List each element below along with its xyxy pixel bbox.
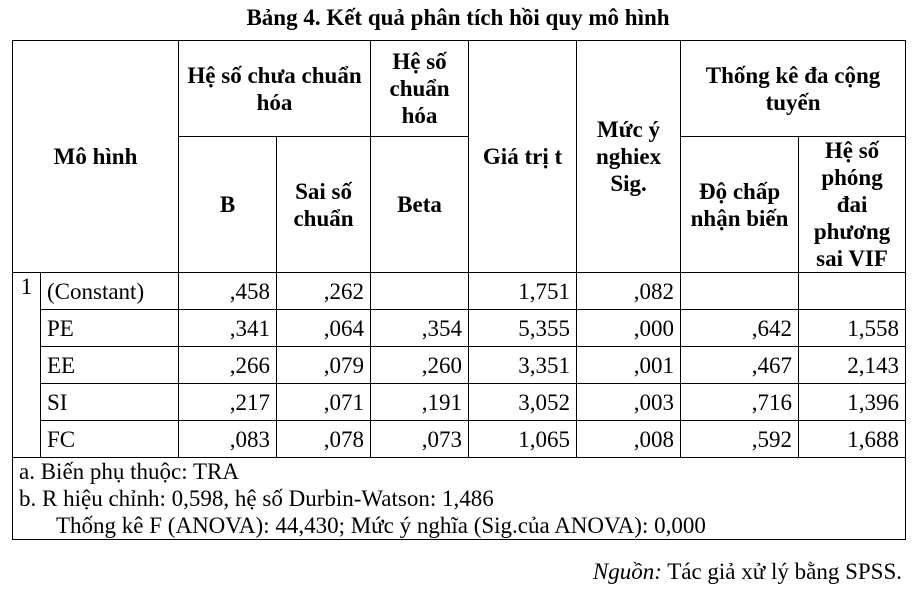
source-label: Nguồn: — [592, 559, 662, 584]
cell-name: SI — [41, 384, 179, 421]
cell-beta: ,260 — [371, 347, 469, 384]
cell-se: ,078 — [277, 421, 371, 458]
header-model: Mô hình — [13, 41, 179, 273]
source-text: Tác giả xử lý bằng SPSS. — [667, 559, 902, 584]
cell-tolerance: ,642 — [681, 310, 799, 347]
table-row — [13, 347, 906, 384]
source-note — [593, 558, 902, 586]
cell-name: FC — [41, 421, 179, 458]
cell-t: 3,351 — [469, 347, 577, 384]
cell-t: 1,065 — [469, 421, 577, 458]
cell-t: 5,355 — [469, 310, 577, 347]
cell-beta: ,354 — [371, 310, 469, 347]
table-row — [13, 273, 906, 310]
cell-se: ,064 — [277, 310, 371, 347]
header-beta: Beta — [371, 137, 469, 273]
cell-tolerance: ,716 — [681, 384, 799, 421]
model-number: 1 — [13, 273, 41, 458]
cell-se: ,262 — [277, 273, 371, 310]
cell-name: (Constant) — [41, 273, 179, 310]
table-title: Bảng 4. Kết quả phân tích hồi quy mô hình — [246, 5, 670, 30]
cell-t: 1,751 — [469, 273, 577, 310]
cell-sig: ,082 — [577, 273, 681, 310]
cell-beta: ,073 — [371, 421, 469, 458]
note-adjusted-r: b. R hiệu chỉnh: 0,598, hệ số Durbin-Watson: 1,486 — [19, 486, 494, 511]
cell-b: ,341 — [179, 310, 277, 347]
cell-vif: 2,143 — [799, 347, 906, 384]
cell-name: PE — [41, 310, 179, 347]
cell-se: ,079 — [277, 347, 371, 384]
cell-sig: ,003 — [577, 384, 681, 421]
cell-tolerance: ,467 — [681, 347, 799, 384]
cell-b: ,083 — [179, 421, 277, 458]
cell-vif: 1,396 — [799, 384, 906, 421]
regression-table — [12, 40, 906, 540]
cell-vif: 1,558 — [799, 310, 906, 347]
cell-b: ,217 — [179, 384, 277, 421]
cell-sig: ,008 — [577, 421, 681, 458]
header-standardized: Hệ số chuẩn hóa — [371, 41, 469, 137]
cell-b: ,458 — [179, 273, 277, 310]
cell-tolerance: ,592 — [681, 421, 799, 458]
table-notes — [13, 458, 906, 540]
cell-beta — [371, 273, 469, 310]
cell-beta: ,191 — [371, 384, 469, 421]
table-row — [13, 421, 906, 458]
cell-sig: ,000 — [577, 310, 681, 347]
table-row — [13, 310, 906, 347]
header-unstandardized: Hệ số chưa chuẩn hóa — [179, 41, 371, 137]
table-row — [13, 384, 906, 421]
cell-b: ,266 — [179, 347, 277, 384]
header-b: B — [179, 137, 277, 273]
cell-vif: 1,688 — [799, 421, 906, 458]
cell-tolerance — [681, 273, 799, 310]
note-dependent-variable: a. Biến phụ thuộc: TRA — [19, 459, 239, 484]
cell-sig: ,001 — [577, 347, 681, 384]
cell-se: ,071 — [277, 384, 371, 421]
header-t-value: Giá trị t — [469, 41, 577, 273]
header-significance: Mức ý nghiex Sig. — [577, 41, 681, 273]
note-row — [13, 458, 906, 540]
cell-t: 3,052 — [469, 384, 577, 421]
header-std-error: Sai số chuẩn — [277, 137, 371, 273]
cell-name: EE — [41, 347, 179, 384]
header-tolerance: Độ chấp nhận biến — [681, 137, 799, 273]
header-collinearity: Thống kê đa cộng tuyến — [681, 41, 906, 137]
note-anova: Thống kê F (ANOVA): 44,430; Mức ý nghĩa (Sig.của ANOVA): 0,000 — [56, 513, 706, 538]
header-vif: Hệ số phóng đai phương sai VIF — [799, 137, 906, 273]
cell-vif — [799, 273, 906, 310]
